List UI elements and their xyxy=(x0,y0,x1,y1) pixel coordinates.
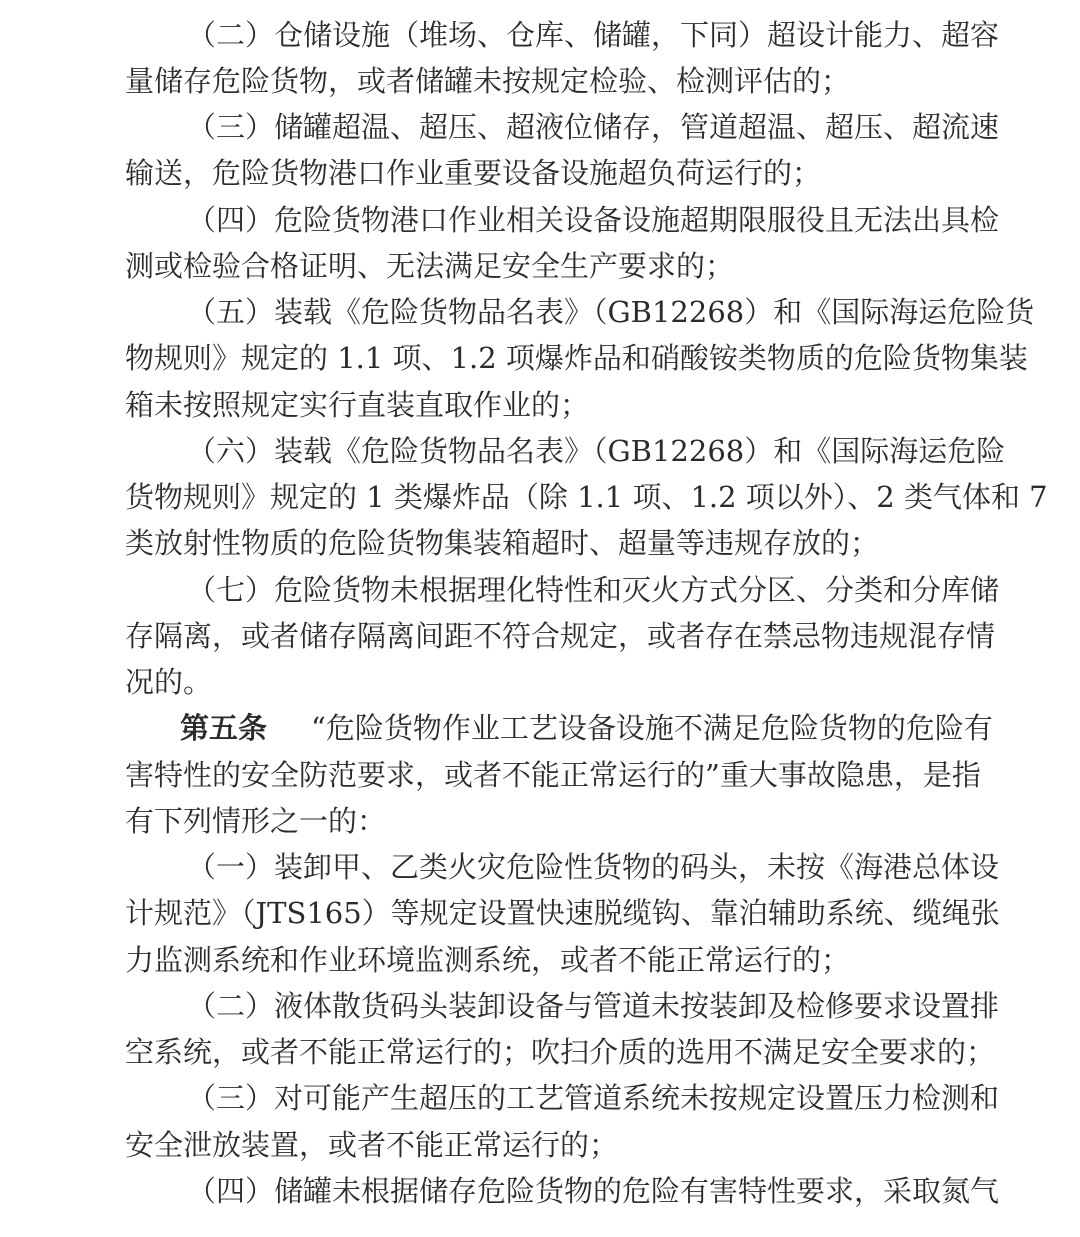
paragraph-line: 力监测系统和作业环境监测系统，或者不能正常运行的； xyxy=(125,943,851,977)
paragraph-line: （二）液体散货码头装卸设备与管道未按装卸及检修要求设置排 xyxy=(187,989,1000,1023)
paragraph-line: 输送，危险货物港口作业重要设备设施超负荷运行的； xyxy=(125,156,822,190)
paragraph-line: （一）装卸甲、乙类火灾危险性货物的码头，未按《海港总体设 xyxy=(187,850,1000,884)
paragraph-line: 空系统，或者不能正常运行的；吹扫介质的选用不满足安全要求的； xyxy=(125,1035,996,1069)
paragraph-line: 物规则》规定的 1.1 项、1.2 项爆炸品和硝酸铵类物质的危险货物集装 xyxy=(125,341,1028,375)
paragraph-line: 类放射性物质的危险货物集装箱超时、超量等违规存放的； xyxy=(125,526,880,560)
article-label: 第五条 xyxy=(180,711,268,745)
paragraph-line: （六）装载《危险货物品名表》（GB12268）和《国际海运危险 xyxy=(187,434,1006,468)
article-text: “危险货物作业工艺设备设施不满足危险货物的危险有 xyxy=(311,711,993,745)
paragraph-line: 安全泄放装置，或者不能正常运行的； xyxy=(125,1128,619,1162)
paragraph-line: 存隔离，或者储存隔离间距不符合规定，或者存在禁忌物违规混存情 xyxy=(125,619,996,653)
paragraph-line: （七）危险货物未根据理化特性和灭火方式分区、分类和分库储 xyxy=(187,573,1000,607)
paragraph-line: （五）装载《危险货物品名表》（GB12268）和《国际海运危险货 xyxy=(187,295,1035,329)
paragraph-line: （三）储罐超温、超压、超液位储存，管道超温、超压、超流速 xyxy=(187,110,1000,144)
paragraph-line: 害特性的安全防范要求，或者不能正常运行的”重大事故隐患，是指 xyxy=(125,758,981,792)
paragraph-line: 货物规则》规定的 1 类爆炸品（除 1.1 项、1.2 项以外）、2 类气体和 7 xyxy=(125,480,1048,514)
paragraph-line: （四）储罐未根据储存危险货物的危险有害特性要求，采取氮气 xyxy=(187,1174,1000,1208)
paragraph-line: （二）仓储设施（堆场、仓库、储罐，下同）超设计能力、超容 xyxy=(187,18,1000,52)
paragraph-line: 计规范》（JTS165）等规定设置快速脱缆钩、靠泊辅助系统、缆绳张 xyxy=(125,896,1000,930)
paragraph-line: 量储存危险货物，或者储罐未按规定检验、检测评估的； xyxy=(125,64,851,98)
paragraph-line: 况的。 xyxy=(125,665,213,699)
paragraph-line: （四）危险货物港口作业相关设备设施超期限服役且无法出具检 xyxy=(187,203,1000,237)
paragraph-line: （三）对可能产生超压的工艺管道系统未按规定设置压力检测和 xyxy=(187,1081,1000,1115)
paragraph-line: 有下列情形之一的： xyxy=(125,804,387,838)
paragraph-line: 箱未按照规定实行直装直取作业的； xyxy=(125,388,590,422)
paragraph-line: 测或检验合格证明、无法满足安全生产要求的； xyxy=(125,249,735,283)
article-heading-line xyxy=(180,705,993,751)
